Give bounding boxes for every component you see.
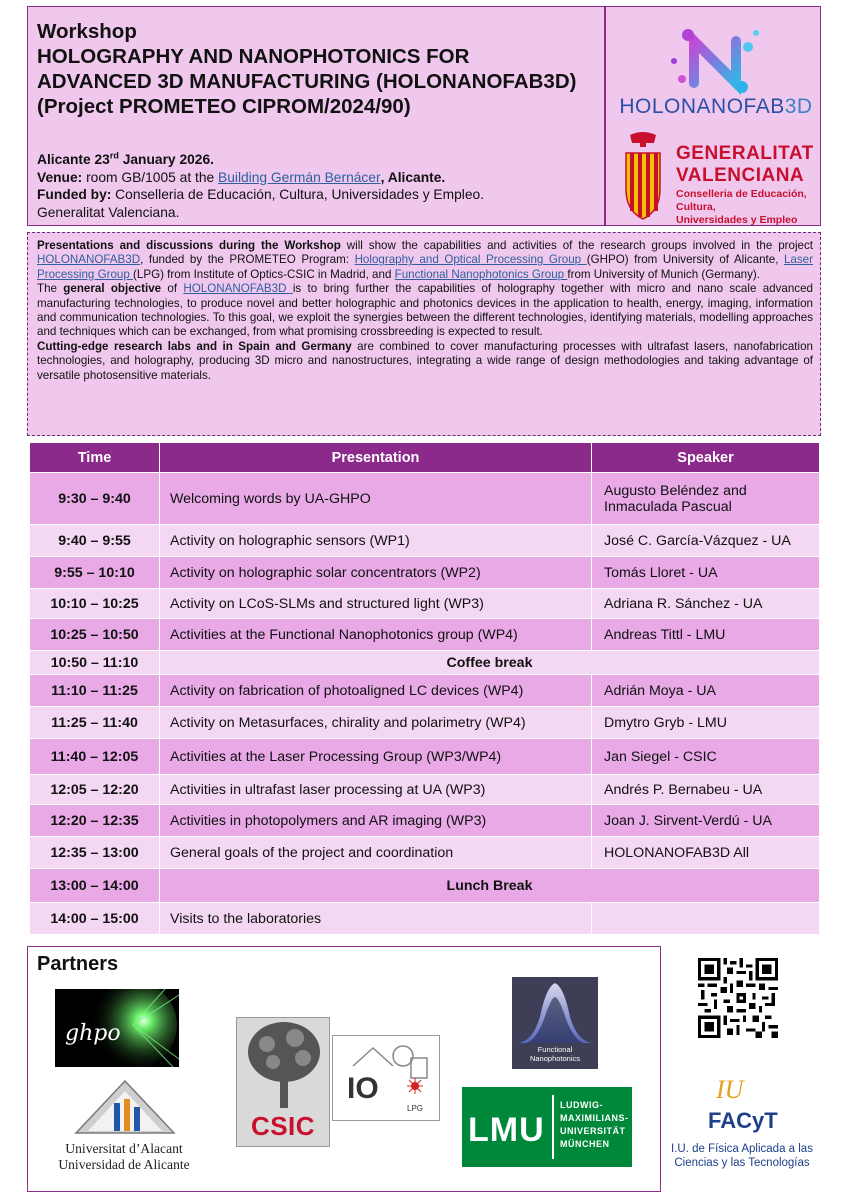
speaker-cell: Jan Siegel - CSIC — [592, 739, 820, 775]
speaker-cell: Adrián Moya - UA — [592, 675, 820, 707]
presentation-cell: Activities at the Laser Processing Group (WP3/WP4) — [160, 739, 592, 775]
column-header-presentation: Presentation — [160, 443, 592, 473]
table-row — [30, 557, 820, 589]
speaker-cell: Augusto Beléndez and Inmaculada Pascual — [592, 473, 820, 525]
table-row — [30, 775, 820, 805]
break-cell: Lunch Break — [160, 869, 820, 903]
table-row — [30, 675, 820, 707]
event-funding: Funded by: Conselleria de Educación, Cultura, Universidades y Empleo. — [37, 187, 485, 202]
time-cell: 11:10 – 11:25 — [30, 675, 160, 707]
presentation-cell: Visits to the laboratories — [160, 903, 592, 935]
event-date: Alicante 23rd January 2026. — [37, 150, 214, 167]
speaker-cell: Andreas Tittl - LMU — [592, 619, 820, 651]
presentation-cell: Activities in photopolymers and AR imaging (WP3) — [160, 805, 592, 837]
csic-tree-icon — [237, 1018, 331, 1114]
university-alicante-logo-icon — [70, 1079, 180, 1135]
presentation-cell: Activity on holographic sensors (WP1) — [160, 525, 592, 557]
presentation-cell: Activity on holographic solar concentrators (WP2) — [160, 557, 592, 589]
presentation-cell: Welcoming words by UA-GHPO — [160, 473, 592, 525]
table-row — [30, 739, 820, 775]
gva-name: GENERALITAT VALENCIANA — [676, 143, 814, 186]
schedule-header-row — [30, 443, 820, 473]
holonanofab3d-link-2[interactable]: HOLONANOFAB3D — [183, 282, 293, 296]
iu-facyt-name: I.U. de Física Aplicada a las Ciencias y las Tecnologías — [671, 1143, 813, 1169]
presentation-cell: General goals of the project and coordination — [160, 837, 592, 869]
partners-title: Partners — [37, 953, 119, 975]
header-panel — [27, 6, 821, 226]
io-lpg-logo: IO LPG — [332, 1035, 440, 1121]
event-venue: Venue: room GB/1005 at the Building Germán Bernácer, Alicante. — [37, 169, 446, 185]
svg-text:IU: IU — [716, 1075, 744, 1104]
time-cell: 9:30 – 9:40 — [30, 473, 160, 525]
event-info — [37, 151, 597, 221]
speaker-cell: HOLONANOFAB3D All — [592, 837, 820, 869]
lpg-link[interactable]: Laser Processing Group — [37, 253, 813, 281]
lmu-logo: LMU LUDWIG- MAXIMILIANS- UNIVERSITÄT MÜNCHEN — [462, 1087, 632, 1167]
time-cell: 11:40 – 12:05 — [30, 739, 160, 775]
presentation-cell: Activity on LCoS-SLMs and structured light (WP3) — [160, 589, 592, 619]
speaker-cell: José C. García-Vázquez - UA — [592, 525, 820, 557]
presentation-cell: Activity on Metasurfaces, chirality and polarimetry (WP4) — [160, 707, 592, 739]
title-line-2: HOLOGRAPHY AND NANOPHOTONICS FOR — [37, 45, 470, 68]
speaker-cell — [592, 903, 820, 935]
partners-panel — [27, 946, 661, 1192]
column-header-time: Time — [30, 443, 160, 473]
iu-facyt-logo-icon — [704, 1072, 784, 1138]
gva-subtitle: Conselleria de Educación, Cultura, Universidades y Empleo — [676, 188, 807, 226]
ghpo-logo: ghpo — [55, 989, 179, 1067]
table-row — [30, 837, 820, 869]
time-cell: 12:20 – 12:35 — [30, 805, 160, 837]
speaker-cell: Andrés P. Bernabeu - UA — [592, 775, 820, 805]
generalitat-valenciana-crest-icon — [618, 131, 668, 221]
speaker-cell: Joan J. Sirvent-Verdú - UA — [592, 805, 820, 837]
coffee-break-row — [30, 651, 820, 675]
svg-text:FACyT: FACyT — [708, 1108, 778, 1133]
table-row — [30, 805, 820, 837]
header-divider — [604, 7, 606, 225]
time-cell: 12:35 – 13:00 — [30, 837, 160, 869]
description-paragraph-3: Cutting-edge research labs and in Spain and Germany are combined to cover manufacturing processes with ultrafast lasers, nanofabrication technologies, and holography, producing 3D micro and nanostructures, integrating a wide range of design methodologies and taking advantage of versatile photosensitive materials. — [37, 339, 813, 382]
event-funding-2: Generalitat Valenciana. — [37, 204, 180, 220]
table-row — [30, 589, 820, 619]
break-cell: Coffee break — [160, 651, 820, 675]
title-line-4: (Project PROMETEO CIPROM/2024/90) — [37, 95, 411, 118]
speaker-cell: Adriana R. Sánchez - UA — [592, 589, 820, 619]
lunch-break-row — [30, 869, 820, 903]
ghpo-link[interactable]: Holography and Optical Processing Group — [354, 253, 587, 267]
fnp-link[interactable]: Functional Nanophotonics Group — [394, 267, 568, 281]
description-panel — [27, 232, 821, 436]
description-paragraph-2: The general objective of HOLONANOFAB3D is to bring further the capabilities of holography together with micro and nano scale advanced manufacturing technologies, to produce novel and better holographic and photonics devices in the application to health, energy, imaging, information and communication technologies. To this goal, we exploit the synergies between the different technologies, identifying materials, modelling approaches and techniques which can be exchanged, from what promising crossbreeding is expected to result. — [37, 282, 813, 339]
presentation-cell: Activities in ultrafast laser processing at UA (WP3) — [160, 775, 592, 805]
table-row — [30, 619, 820, 651]
description-text — [37, 239, 813, 383]
functional-nanophotonics-logo: Functional Nanophotonics — [512, 977, 598, 1069]
holonanofab3d-wordmark: HOLONANOFAB3D — [619, 95, 813, 118]
table-row — [30, 707, 820, 739]
university-alicante-name: Universitat d’Alacant Universidad de Alicante — [58, 1141, 190, 1172]
time-cell: 11:25 – 11:40 — [30, 707, 160, 739]
workshop-title — [37, 19, 597, 119]
table-row — [30, 903, 820, 935]
speaker-cell: Dmytro Gryb - LMU — [592, 707, 820, 739]
schedule-table — [29, 442, 820, 935]
time-cell: 9:55 – 10:10 — [30, 557, 160, 589]
venue-link[interactable]: Building Germán Bernácer — [218, 169, 381, 185]
fnp-wave-icon — [512, 977, 598, 1047]
time-cell: 9:40 – 9:55 — [30, 525, 160, 557]
time-cell: 10:50 – 11:10 — [30, 651, 160, 675]
title-line-3: ADVANCED 3D MANUFACTURING (HOLONANOFAB3D) — [37, 70, 577, 93]
column-header-speaker: Speaker — [592, 443, 820, 473]
presentation-cell: Activity on fabrication of photoaligned LC devices (WP4) — [160, 675, 592, 707]
time-cell: 10:10 – 10:25 — [30, 589, 160, 619]
time-cell: 12:05 – 12:20 — [30, 775, 160, 805]
table-row — [30, 473, 820, 525]
speaker-cell: Tomás Lloret - UA — [592, 557, 820, 589]
presentation-cell: Activities at the Functional Nanophotonics group (WP4) — [160, 619, 592, 651]
csic-logo: CSIC — [236, 1017, 330, 1147]
holonanofab3d-link[interactable]: HOLONANOFAB3D — [37, 253, 141, 267]
time-cell: 13:00 – 14:00 — [30, 869, 160, 903]
qr-code-icon[interactable] — [698, 958, 778, 1038]
title-line-1: Workshop — [37, 20, 137, 43]
table-row — [30, 525, 820, 557]
time-cell: 14:00 – 15:00 — [30, 903, 160, 935]
time-cell: 10:25 – 10:50 — [30, 619, 160, 651]
description-paragraph-1: Presentations and discussions during the Workshop will show the capabilities and activities of the research groups involved in the project HOLONANOFAB3D, funded by the PROMETEO Program: Holography and Optical Processing Group (GHPO) from University of Alicante, Laser Processing Group (LPG) from Institute of Optics-CSIC in Madrid, and Functional Nanophotonics Group from University of Munich (Germany). — [37, 239, 813, 281]
